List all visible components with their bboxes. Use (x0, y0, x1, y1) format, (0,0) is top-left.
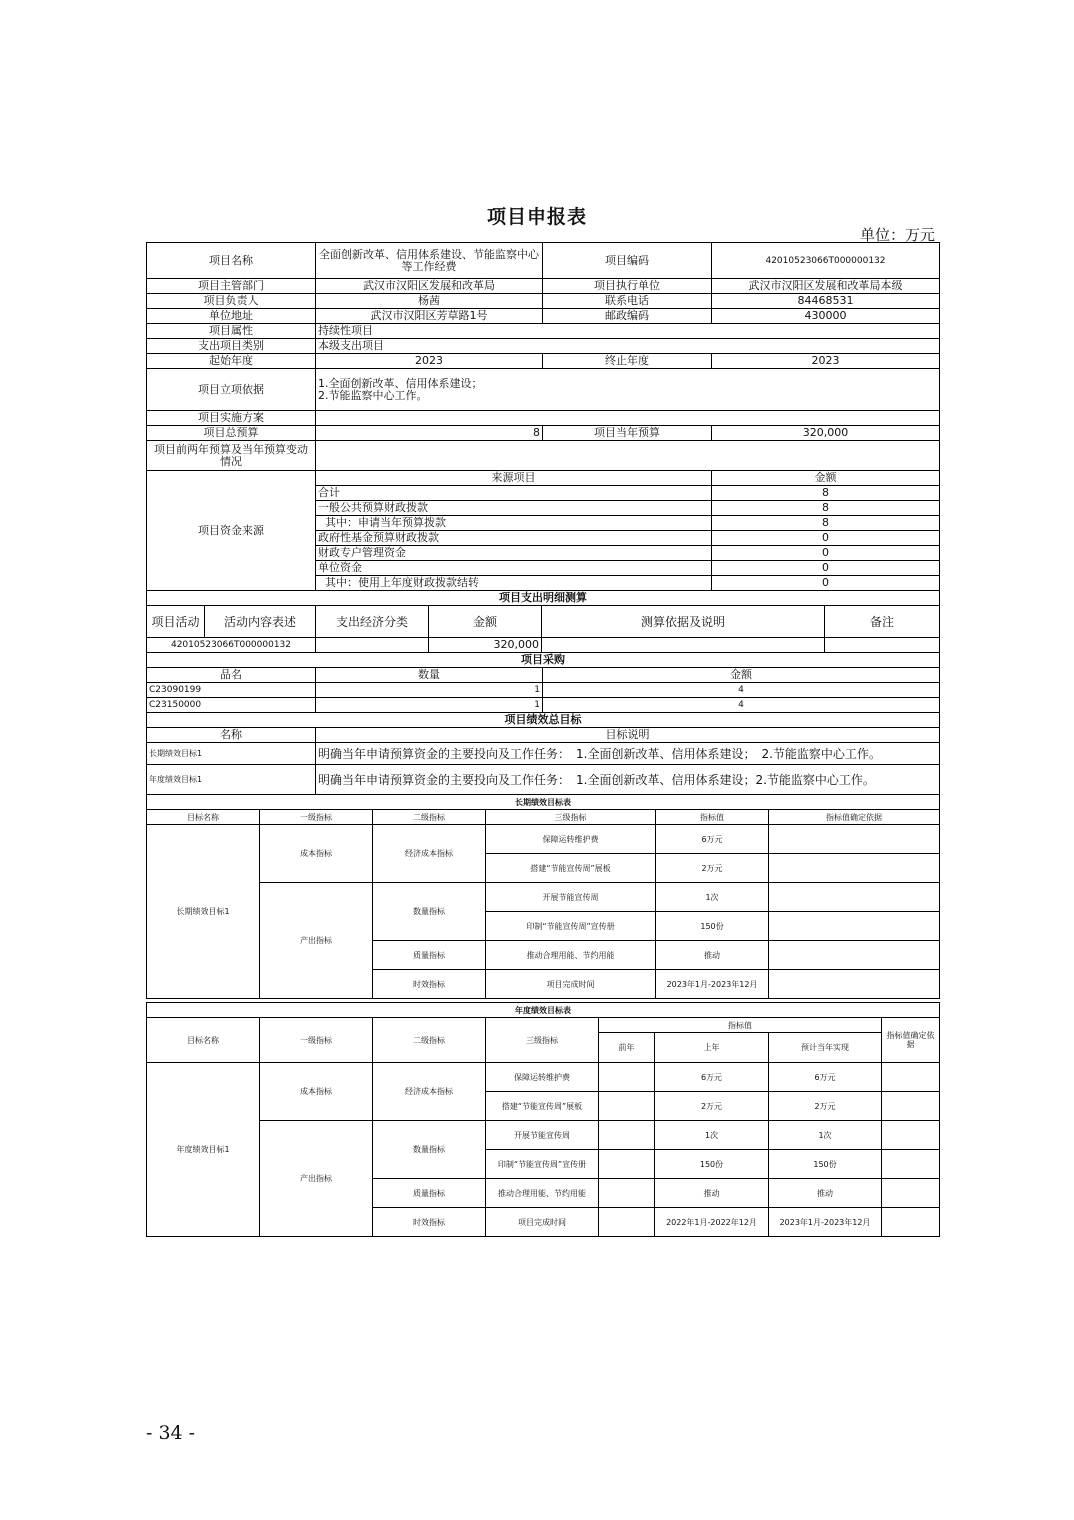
zip-value: 430000 (712, 309, 940, 324)
expense-header: 支出经济分类 (316, 606, 429, 638)
annual-last: 1次 (655, 1121, 769, 1150)
performance-desc-header: 目标说明 (316, 728, 940, 743)
annual-time-l2: 时效指标 (373, 1208, 486, 1237)
declaration-form (146, 242, 939, 1237)
long-qty-l2: 数量指标 (373, 883, 486, 941)
annual-header: 指标值确定依据 (882, 1018, 940, 1063)
expense-header: 备注 (825, 606, 940, 638)
page-number: - 34 - (146, 1422, 196, 1444)
annual-cost-l1: 成本指标 (260, 1063, 373, 1121)
current-budget-value: 320,000 (712, 426, 940, 441)
annual-l3: 印制“节能宣传周”宣传册 (486, 1150, 599, 1179)
page-title: 项目申报表 (486, 206, 587, 228)
long-time-l2: 时效指标 (373, 970, 486, 999)
funding-row-name: 政府性基金预算财政拨款 (316, 531, 712, 546)
phone-label: 联系电话 (543, 294, 712, 309)
annual-cost-l2: 经济成本指标 (373, 1063, 486, 1121)
annual-qual-l2: 质量指标 (373, 1179, 486, 1208)
funding-row-amount: 0 (712, 561, 940, 576)
expense-basis (542, 638, 825, 653)
annual-subheader: 预计当年实现 (769, 1033, 882, 1063)
annual-qty-l2: 数量指标 (373, 1121, 486, 1179)
expense-code: 42010523066T000000132 (147, 638, 316, 653)
procurement-header: 数量 (316, 668, 543, 683)
attribute-label: 项目属性 (147, 324, 316, 339)
annual-current: 2万元 (769, 1092, 882, 1121)
long-value: 6万元 (656, 825, 769, 854)
long-basis (769, 883, 940, 912)
long-l3: 开展节能宣传周 (486, 883, 656, 912)
annual-last: 6万元 (655, 1063, 769, 1092)
end-year-value: 2023 (712, 354, 940, 369)
total-budget-label: 项目总预算 (147, 426, 316, 441)
long-value: 2023年1月-2023年12月 (656, 970, 769, 999)
funding-row-amount: 8 (712, 486, 940, 501)
funding-row-amount: 0 (712, 546, 940, 561)
funding-table (146, 470, 940, 591)
procurement-header: 金额 (543, 668, 940, 683)
annual-last: 2022年1月-2022年12月 (655, 1208, 769, 1237)
long-output-l1: 产出指标 (260, 883, 373, 999)
expense-header: 活动内容表述 (205, 606, 316, 638)
basic-info-table (146, 242, 940, 471)
long-term-table (146, 794, 940, 999)
basis-line-2: 2.节能监察中心工作。 (318, 388, 428, 402)
long-value: 2万元 (656, 854, 769, 883)
project-name-value: 全面创新改革、信用体系建设、节能监察中心等工作经费 (316, 243, 543, 279)
annual-basis (882, 1179, 940, 1208)
long-header: 一级指标 (260, 810, 373, 825)
long-basis (769, 941, 940, 970)
annual-last: 2万元 (655, 1092, 769, 1121)
annual-l3: 搭建“节能宣传周”展板 (486, 1092, 599, 1121)
funding-row-amount: 8 (712, 516, 940, 531)
total-budget-value: 8 (316, 426, 543, 441)
annual-l3: 保障运转维护费 (486, 1063, 599, 1092)
funding-row-amount: 0 (712, 531, 940, 546)
long-basis (769, 854, 940, 883)
long-l3: 搭建“节能宣传周”展板 (486, 854, 656, 883)
plan-value (316, 411, 940, 426)
funding-label: 项目资金来源 (147, 471, 316, 591)
expense-econ-class (316, 638, 429, 653)
dept-value: 武汉市汉阳区发展和改革局 (316, 279, 543, 294)
long-l3: 项目完成时间 (486, 970, 656, 999)
long-value: 推动 (656, 941, 769, 970)
category-label: 支出项目类别 (147, 339, 316, 354)
annual-current: 推动 (769, 1179, 882, 1208)
procurement-item-amount: 4 (543, 698, 940, 713)
procurement-header: 品名 (147, 668, 316, 683)
long-header: 指标值 (656, 810, 769, 825)
performance-name-header: 名称 (147, 728, 316, 743)
annual-prev (599, 1208, 655, 1237)
annual-basis (882, 1208, 940, 1237)
budget-change-value (316, 441, 940, 471)
long-basis (769, 912, 940, 941)
start-year-value: 2023 (316, 354, 543, 369)
annual-l3: 开展节能宣传周 (486, 1121, 599, 1150)
annual-output-l1: 产出指标 (260, 1121, 373, 1237)
funding-row-name: 合计 (316, 486, 712, 501)
expense-header: 项目活动 (147, 606, 205, 638)
annual-header: 三级指标 (486, 1018, 599, 1063)
attribute-value: 持续性项目 (316, 324, 940, 339)
annual-subheader: 前年 (599, 1033, 655, 1063)
annual-subheader: 上年 (655, 1033, 769, 1063)
long-target-name: 长期绩效目标1 (147, 825, 260, 999)
funding-row-name: 一般公共预算财政拨款 (316, 501, 712, 516)
long-value: 1次 (656, 883, 769, 912)
procurement-item-qty: 1 (316, 683, 543, 698)
procurement-item-amount: 4 (543, 683, 940, 698)
annual-table (146, 1002, 940, 1237)
annual-header: 二级指标 (373, 1018, 486, 1063)
annual-basis (882, 1150, 940, 1179)
annual-current: 6万元 (769, 1063, 882, 1092)
annual-basis (882, 1092, 940, 1121)
annual-basis (882, 1063, 940, 1092)
long-header: 指标值确定依据 (769, 810, 940, 825)
phone-value: 84468531 (712, 294, 940, 309)
annual-header: 一级指标 (260, 1018, 373, 1063)
annual-prev (599, 1150, 655, 1179)
category-value: 本级支出项目 (316, 339, 940, 354)
procurement-item-name: C23090199 (147, 683, 316, 698)
dept-label: 项目主管部门 (147, 279, 316, 294)
amount-header: 金额 (712, 471, 940, 486)
project-code-value: 42010523066T000000132 (712, 243, 940, 279)
project-name-label: 项目名称 (147, 243, 316, 279)
long-basis (769, 825, 940, 854)
long-header: 三级指标 (486, 810, 656, 825)
funding-row-amount: 8 (712, 501, 940, 516)
annual-last: 150份 (655, 1150, 769, 1179)
end-year-label: 终止年度 (543, 354, 712, 369)
expense-title: 项目支出明细测算 (147, 591, 940, 606)
owner-value: 杨茜 (316, 294, 543, 309)
long-header: 二级指标 (373, 810, 486, 825)
annual-current: 2023年1月-2023年12月 (769, 1208, 882, 1237)
long-l3: 印制“节能宣传周”宣传册 (486, 912, 656, 941)
annual-current: 150份 (769, 1150, 882, 1179)
annual-table-title: 年度绩效目标表 (147, 1003, 940, 1018)
annual-l3: 推动合理用能、节约用能 (486, 1179, 599, 1208)
exec-unit-value: 武汉市汉阳区发展和改革局本级 (712, 279, 940, 294)
funding-row-name: 其中：使用上年度财政拨款结转 (316, 576, 712, 591)
annual-target-name: 年度绩效目标1 (147, 1063, 260, 1237)
long-goal-name: 长期绩效目标1 (147, 743, 316, 765)
procurement-item-qty: 1 (316, 698, 543, 713)
annual-header: 指标值 (599, 1018, 882, 1033)
performance-title: 项目绩效总目标 (147, 713, 940, 728)
year-goal-desc: 明确当年申请预算资金的主要投向及工作任务： 1.全面创新改革、信用体系建设；2.节能监察中心工作。 (316, 765, 940, 795)
annual-header: 目标名称 (147, 1018, 260, 1063)
current-budget-label: 项目当年预算 (543, 426, 712, 441)
long-l3: 推动合理用能、节约用能 (486, 941, 656, 970)
expense-table (146, 590, 940, 653)
long-table-title: 长期绩效目标表 (147, 795, 940, 810)
annual-current: 1次 (769, 1121, 882, 1150)
expense-remark (825, 638, 940, 653)
exec-unit-label: 项目执行单位 (543, 279, 712, 294)
funding-row-name: 财政专户管理资金 (316, 546, 712, 561)
expense-amount: 320,000 (429, 638, 542, 653)
long-basis (769, 970, 940, 999)
annual-prev (599, 1092, 655, 1121)
long-header: 目标名称 (147, 810, 260, 825)
funding-row-name: 单位资金 (316, 561, 712, 576)
address-value: 武汉市汉阳区芳草路1号 (316, 309, 543, 324)
expense-header: 金额 (429, 606, 542, 638)
unit-label: 单位：万元 (859, 226, 935, 244)
funding-row-name: 其中：申请当年预算拨款 (316, 516, 712, 531)
annual-basis (882, 1121, 940, 1150)
annual-l3: 项目完成时间 (486, 1208, 599, 1237)
basis-line-1: 1.全面创新改革、信用体系建设； (318, 376, 483, 390)
annual-prev (599, 1179, 655, 1208)
procurement-table (146, 652, 940, 713)
source-header: 来源项目 (316, 471, 712, 486)
procurement-item-name: C23150000 (147, 698, 316, 713)
performance-table (146, 712, 940, 795)
basis-value (316, 369, 940, 411)
owner-label: 项目负责人 (147, 294, 316, 309)
long-cost-l2: 经济成本指标 (373, 825, 486, 883)
zip-label: 邮政编码 (543, 309, 712, 324)
long-qual-l2: 质量指标 (373, 941, 486, 970)
expense-header: 测算依据及说明 (542, 606, 825, 638)
budget-change-label: 项目前两年预算及当年预算变动情况 (147, 441, 316, 471)
plan-label: 项目实施方案 (147, 411, 316, 426)
procurement-title: 项目采购 (147, 653, 940, 668)
project-code-label: 项目编码 (543, 243, 712, 279)
long-goal-desc: 明确当年申请预算资金的主要投向及工作任务： 1.全面创新改革、信用体系建设； 2.节能监察中心工作。 (316, 743, 940, 765)
long-value: 150份 (656, 912, 769, 941)
annual-prev (599, 1063, 655, 1092)
annual-last: 推动 (655, 1179, 769, 1208)
basis-label: 项目立项依据 (147, 369, 316, 411)
long-cost-l1: 成本指标 (260, 825, 373, 883)
funding-row-amount: 0 (712, 576, 940, 591)
start-year-label: 起始年度 (147, 354, 316, 369)
annual-prev (599, 1121, 655, 1150)
address-label: 单位地址 (147, 309, 316, 324)
long-l3: 保障运转维护费 (486, 825, 656, 854)
year-goal-name: 年度绩效目标1 (147, 765, 316, 795)
